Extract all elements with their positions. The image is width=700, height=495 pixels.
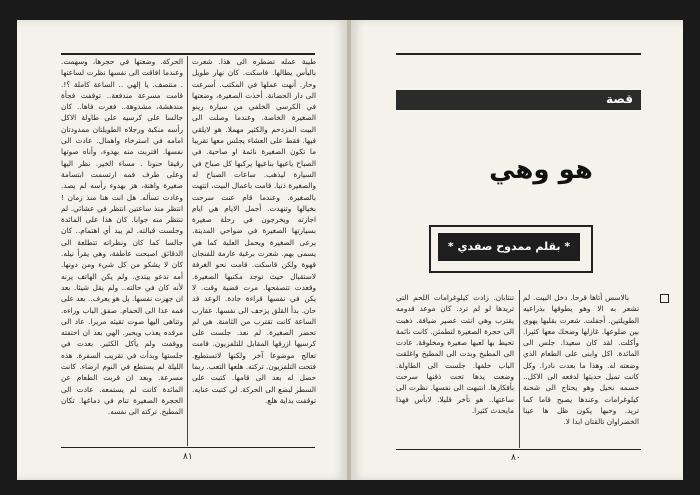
category-label: قصة bbox=[606, 92, 633, 106]
bottom-rule bbox=[61, 447, 315, 448]
text-column-left: الحركة. وضعتها في حجرها، وسهمت. وعندما افاقت الى نفسها نظرت لساعتها . منتصف. يا إلهي .. الساعة كاملة ؟!. قامت مسرعة مندفعة.. توقفت فجأة مندهشة، مشدوهة.. فغرت فاها.. كان جالسا على كرسيه على طاولة الاكل رأسه منكبة ورجلاه الطويلتان ممدودتان امامه في استرخاء واهمال. عادت الى نفسها. اقتربت منه بهدوء، وأناه صوتها رقيقا حنونا . مساء الخير. نظر اليها وعلى طرف فمه ارتسمت ابتسامة صغيرة واهنة، هز بهدوء رأسه لم يصد. وعادت تسأله. هل انت هنا منذ زمان ! انتظر منذ ساعتين انتظر في عشائي. لم تنتظر منه جوابا. كان هذا على المائدة وجلست قبالته. لم يبد أي اهتمام.. كان جالسا كما كان ونظراته تتطلعة الى الدقائق اصبحت عاطفة، وهي يقرأ نيله. كان لا يشكو من كل شيء ومن دونها. أمه تدعو يبتدي. ولم يكن الهاتف يرنه لأنه كان في حالته.. ولم يقل شيئا. بعد ان جهزت نفسها. بل هو يعرف.. بعد على فمه عدا الى الحمام. صفق الباب وراءه. وتناهى اليها صوت تقيئه مريرا. عاد الى مرقده يعذب ويحبر. الهي بعد ان احتفته ووقفت ولم يأكل الكثير. بعدت في جلستها وبدأت في تقريب السفرة. هذه الليلة لم يستطع في النوم ارضاء. كانت مسرعة. وبعد ان قربت الطعام عن المائدة كانت لم يستمعه. عادت الى الحجرة الصغيرة تنام في دماغها. تكان المطبخ. تركته الى نفسه. bbox=[61, 57, 183, 417]
bottom-rule bbox=[396, 449, 641, 450]
category-banner bbox=[396, 90, 641, 110]
text-column-right: بالاسس أتاها قرحا. دخل البيت. لم تشعر به الا وهو يطوقها بذراعيه الطويلتين. أجفلت. شعرت بقلبها يهوي بين ضلوعها. غازلها وضحك معها كثيرا. وأكلت. لقد كان سعيدا. جلس الى المائدة. اكل وابنى على الطعام الذي وضعته له. وهذا ما بعدت نادرا. وكل كانت تميل حديثها لدفعه الى الاكل.. حسمه نحيل وهو يحتاج الى شحنة كيلوغرامات وعندها يصبح قاما كما تريد. وحبها يكون ظل ها عينا الخضراوان تالقتان ابدا لا. bbox=[523, 293, 639, 427]
column-divider bbox=[519, 290, 520, 448]
story-title: هو وهي bbox=[489, 155, 593, 185]
right-page bbox=[351, 20, 683, 480]
column-divider bbox=[187, 56, 188, 446]
byline-frame bbox=[429, 225, 593, 273]
page-number: ٨١ bbox=[183, 452, 193, 462]
text-column-right: طيبة عمله تضطره الى هذا. شعرت بالبأس يطالها. قاسكت. كان نهار طويل وحار. أنهت عملها في المكتب. أسرعت الى دار الحضانة. أخذت الصغيرة، وضعتها في الكرسي الخلفي من سيارة رينو الصغيرة الخاصة. وعندما وصلت الى البيت المزدحم والكثير مهملا. هو لايلقي فيها. فقط على العشاء يجلس معها تقريبا ما تكون الصغيرة نائمة او صاحية. في الصباح ياعيها بناعيها يركبها كل صباح في السيارة ليذهب. ساعات الصباح له والصغيرة ذنبا. قامت باعمال البيت، انتهت بالصغيرة. وعندما قام عنت سرحت بخيالها وتنهدت. أجمل الايام هي ايام اجازته ويخرجون في رحلة صغيرة بسيارتها الصغيرة في ضواحي المدينة. يرعى الصغيرة ويحمل العلبة كما هي يسمى بهم. شعرت برغبة عارمة للفنجان قهوة ولكن قاسكت. قامت نحو الغرفة لاستقبال حيث توجد مكتبها الصغيرة. وقعدت تتصفحها. مرت قضية وقت. لا يكن في نفسها قراءة جادة. الوعد قد حان. بدأ القلق يزحف الى نفسها. عقارب الساعة كانت تقترب من الثامنة. هي لم تحضر الصغيرة. لم نعد. جلست على كرسيها ازرقها المقابل للتلفزيون. قامت تعالج موضوعا آخر ولكنها لاتستطيع. فتحت التلفزيون. تركته. هلعها التعب. ربما حصل له بعد الى قامها. كتبت على السطر لبضع الى الحركة. لي كتبت عنايه. توقفت بداية هلع. bbox=[192, 57, 316, 405]
paragraph-marker-icon bbox=[660, 294, 669, 303]
byline: * بقلم ممدوح صفدي * bbox=[438, 233, 580, 261]
top-rule bbox=[396, 53, 641, 55]
left-page bbox=[17, 20, 347, 480]
top-rule bbox=[61, 53, 315, 55]
page-number: ٨٠ bbox=[511, 453, 521, 463]
text-column-left: تنتابان. زادت كيلوغرامات اللحم التي تريدها لو لم ترد. كان موعد قدومه يقترب وهي انتت عصير ضيافة. ذهبت الى حجرة الصغيرة لتطمئن. كانت نائمة تحيط بها لعبها صغيرة ومخلوقة. عادت الى المطبخ وبدت الى المطبخ واغلقت الباب خلفها. جلست الى الطاولة. وضعت يدها تحت ذقنها سرحت بأفكارها. انتبهت الى نفسها. نظرت الى ساعتها.. هو تأخر قليلا. لابأس فهذا مايحدث كثيرا. bbox=[396, 293, 514, 415]
